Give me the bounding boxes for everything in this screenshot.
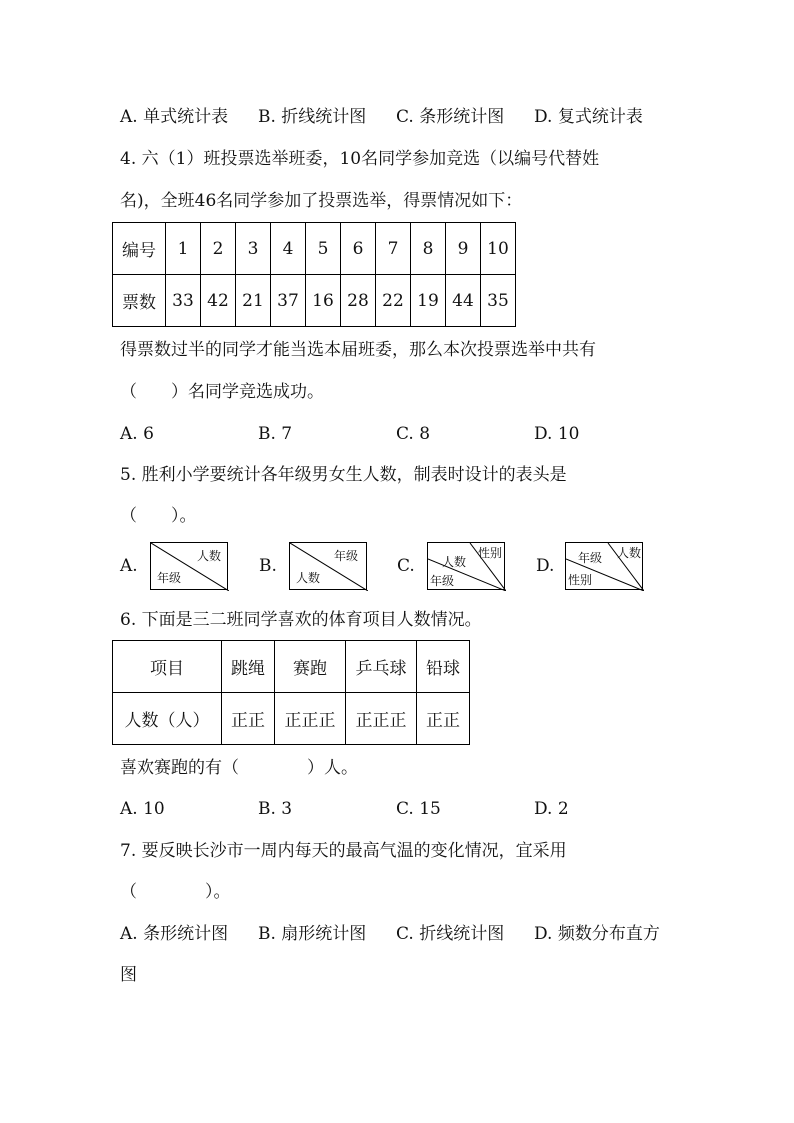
q4-votes-cell: 21 [236,275,271,327]
q5-d-top-right: 人数 [617,546,642,560]
q4-number-cell: 3 [236,223,271,275]
q4-votes-cell: 35 [481,275,516,327]
q4-option-d: D. 10 [534,424,580,444]
q4-number-cell: 9 [446,223,481,275]
q5-d-bottom: 性别 [568,573,593,587]
q6-tally-cell: 正正正 [275,693,346,745]
q5-c-bottom: 年级 [430,574,455,588]
q5-c-middle: 人数 [442,555,467,569]
q3-option-d: D. 复式统计表 [534,107,643,127]
q4-votes-cell: 44 [446,275,481,327]
q4-number-cell: 2 [201,223,236,275]
q3-option-c: C. 条形统计图 [396,107,505,127]
q6-header-row [113,641,470,693]
q6-tally-cell: 正正 [417,693,470,745]
q4-number-cell: 7 [376,223,411,275]
q5-option-d-label: D. [536,556,555,576]
q5-text-line2: （ ）。 [120,506,197,526]
q6-header-cell: 跳绳 [222,641,275,693]
q4-text-line4: （ ）名同学竞选成功。 [120,382,324,402]
q6-header-cell: 赛跑 [275,641,346,693]
q4-number-row [113,223,516,275]
q5-a-bottom: 年级 [157,571,182,585]
q5-c-top-right: 性别 [478,546,503,560]
q4-number-cell: 8 [411,223,446,275]
q6-tally-cell: 正正正 [346,693,417,745]
q4-votes-cell: 37 [271,275,306,327]
q4-text-line1: 4. 六（1）班投票选举班委，10名同学参加竞选（以编号代替姓 [120,149,600,169]
q4-options [120,422,579,446]
q5-option-b-label: B. [259,556,277,576]
q3-option-a: A. 单式统计表 [120,107,229,127]
q4-number-cell: 1 [166,223,201,275]
q4-number-cell: 10 [481,223,516,275]
q4-option-c: C. 8 [396,424,431,444]
q4-votes-cell: 22 [376,275,411,327]
q5-option-a-label: A. [120,556,138,576]
q6-header-cell: 项目 [113,641,222,693]
q4-votes-row [113,275,516,327]
q6-option-a: A. 10 [120,799,165,819]
q7-options [120,922,660,946]
q6-tally-row [113,693,470,745]
q7-option-a: A. 条形统计图 [120,924,229,944]
q5-header-b [289,542,367,590]
q5-header-a [150,542,228,590]
q4-row1-label: 编号 [113,223,166,275]
q4-votes-cell: 33 [166,275,201,327]
q6-sports-table [112,640,470,745]
q4-text-line3: 得票数过半的同学才能当选本届班委，那么本次投票选举中共有 [120,340,596,360]
q7-text-line1: 7. 要反映长沙市一周内每天的最高气温的变化情况，宜采用 [120,841,567,861]
q6-option-b: B. 3 [258,799,293,819]
q6-option-c: C. 15 [396,799,441,819]
q6-text-line2: 喜欢赛跑的有（ ）人。 [120,758,358,778]
q5-text-line1: 5. 胜利小学要统计各年级男女生人数，制表时设计的表头是 [120,465,567,485]
q6-text-line1: 6. 下面是三二班同学喜欢的体育项目人数情况。 [120,610,482,630]
q7-option-d: D. 频数分布直方 [534,924,660,944]
q6-header-cell: 乒乓球 [346,641,417,693]
q3-option-b: B. 折线统计图 [258,107,367,127]
q7-option-d-wrap: 图 [120,965,137,985]
q4-option-b: B. 7 [258,424,293,444]
q5-header-c [427,542,505,590]
q4-option-a: A. 6 [120,424,154,444]
q7-option-c: C. 折线统计图 [396,924,505,944]
q4-votes-cell: 42 [201,275,236,327]
q5-option-c-label: C. [397,556,415,576]
q4-row2-label: 票数 [113,275,166,327]
q7-text-line2: （ ）。 [120,882,231,902]
q6-header-cell: 铅球 [417,641,470,693]
q6-option-d: D. 2 [534,799,569,819]
q4-votes-cell: 19 [411,275,446,327]
q6-tally-cell: 正正 [222,693,275,745]
q5-d-middle: 年级 [578,551,603,565]
q4-vote-table [112,222,516,327]
q5-b-bottom: 人数 [296,571,321,585]
q5-header-d [565,542,643,590]
q4-text-line2: 名)，全班46名同学参加了投票选举，得票情况如下： [120,191,523,211]
q4-votes-cell: 16 [306,275,341,327]
q7-option-b: B. 扇形统计图 [258,924,367,944]
q3-options [120,105,643,129]
q4-number-cell: 4 [271,223,306,275]
q4-number-cell: 6 [341,223,376,275]
q4-number-cell: 5 [306,223,341,275]
q4-votes-cell: 28 [341,275,376,327]
q5-a-top: 人数 [197,549,222,563]
q6-options [120,797,569,821]
q6-row-label: 人数（人） [113,693,222,745]
q5-b-top: 年级 [334,549,359,563]
